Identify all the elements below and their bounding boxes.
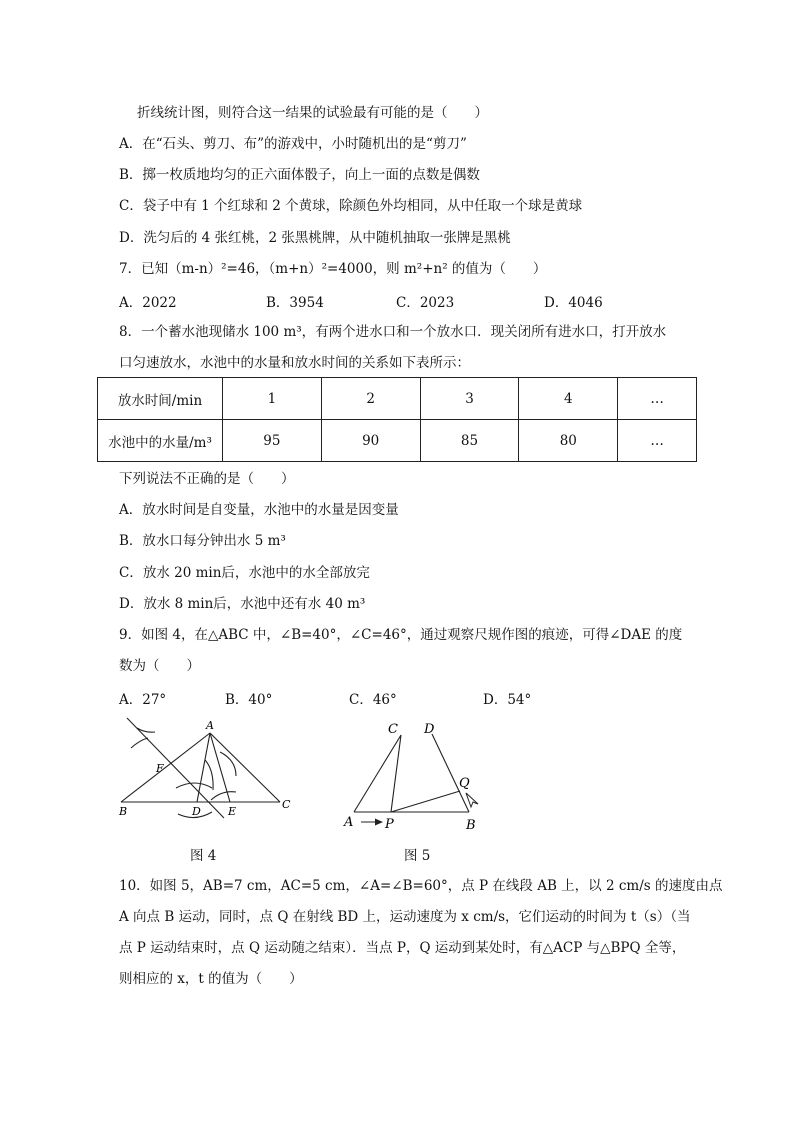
table-cell: … bbox=[618, 420, 697, 462]
fig5-label-c: C bbox=[388, 722, 398, 737]
q8-option-b: B．放水口每分钟出水 5 m³ bbox=[119, 533, 286, 549]
q7-option-c: C．2023 bbox=[396, 295, 455, 311]
q8-stem-line2: 口匀速放水，水池中的水量和放水时间的关系如下表所示： bbox=[119, 355, 470, 371]
fig5-label-a: A bbox=[344, 815, 354, 830]
table-cell: 2 bbox=[321, 378, 420, 420]
table-cell: … bbox=[618, 378, 697, 420]
q8-stem-line1: 8．一个蓄水池现储水 100 m³，有两个进水口和一个放水口．现关闭所有进水口，打开放水 bbox=[119, 324, 667, 340]
table-row-header: 水池中的水量/m³ bbox=[98, 420, 223, 462]
table-cell: 4 bbox=[519, 378, 618, 420]
cursor-pointer-icon bbox=[466, 793, 478, 807]
fig4-label-e: E bbox=[228, 805, 237, 818]
fig4-label-b: B bbox=[119, 805, 128, 818]
table-cell: 95 bbox=[223, 420, 322, 462]
figure-4-caption: 图 4 bbox=[190, 848, 217, 864]
table-cell: 90 bbox=[321, 420, 420, 462]
q8-data-table bbox=[97, 377, 697, 462]
table-cell: 3 bbox=[420, 378, 519, 420]
q7-option-d: D．4046 bbox=[544, 295, 603, 311]
q8-option-c: C．放水 20 min后，水池中的水全部放完 bbox=[119, 565, 370, 581]
fig4-label-d: D bbox=[192, 805, 201, 818]
q6-option-d: D．洗匀后的 4 张红桃，2 张黑桃牌，从中随机抽取一张牌是黑桃 bbox=[119, 230, 511, 246]
q9-option-b: B．40° bbox=[225, 692, 273, 708]
q10-line4: 则相应的 x，t 的值为（ ） bbox=[119, 971, 303, 987]
q10-line3: 点 P 运动结束时，点 Q 运动随之结束）．当点 P，Q 运动到某处时，有△ACP 与△BPQ 全等， bbox=[119, 940, 686, 956]
q7-options bbox=[119, 291, 679, 309]
q6-option-b: B．掷一枚质地均匀的正六面体骰子，向上一面的点数是偶数 bbox=[119, 167, 480, 183]
q8-option-d: D．放水 8 min后，水池中还有水 40 m³ bbox=[119, 596, 366, 612]
q7-stem: 7．已知（m-n）²=46，（m+n）²=4000，则 m²+n² 的值为（ ） bbox=[119, 261, 547, 277]
q7-option-a: A．2022 bbox=[119, 295, 177, 311]
q6-intro: 折线统计图，则符合这一结果的试验最有可能的是（ ） bbox=[137, 105, 488, 121]
figure-5 bbox=[340, 712, 490, 832]
figure-4 bbox=[110, 712, 300, 827]
figure-5-caption: 图 5 bbox=[404, 848, 431, 864]
q10-line2: A 向点 B 运动，同时，点 Q 在射线 BD 上，运动速度为 x cm/s，它们运动的时间为 t（s）（当 bbox=[119, 909, 691, 925]
q9-stem-line1: 9．如图 4，在△ABC 中，∠B=40°，∠C=46°，通过观察尺规作图的痕迹，可得∠DAE 的度 bbox=[119, 627, 683, 643]
fig4-label-c: C bbox=[282, 798, 291, 811]
q9-option-a: A．27° bbox=[119, 692, 167, 708]
fig5-label-p: P bbox=[385, 817, 394, 832]
fig5-label-d: D bbox=[424, 722, 435, 737]
q6-option-c: C．袋子中有 1 个红球和 2 个黄球，除颜色外均相同，从中任取一个球是黄球 bbox=[119, 198, 583, 214]
fig4-label-a: A bbox=[206, 719, 214, 732]
table-row bbox=[98, 420, 697, 462]
q8-option-a: A．放水时间是自变量，水池中的水量是因变量 bbox=[119, 502, 399, 518]
table-cell: 85 bbox=[420, 420, 519, 462]
q10-line1: 10．如图 5，AB=7 cm，AC=5 cm，∠A=∠B=60°，点 P 在线段 AB 上，以 2 cm/s 的速度由点 bbox=[119, 878, 723, 894]
table-row-header: 放水时间/min bbox=[98, 378, 223, 420]
table-cell: 80 bbox=[519, 420, 618, 462]
q6-option-a: A．在“石头、剪刀、布”的游戏中，小时随机出的是“剪刀” bbox=[119, 136, 467, 152]
q9-option-d: D．54° bbox=[483, 692, 532, 708]
q9-stem-line2: 数为（ ） bbox=[119, 658, 200, 674]
fig5-label-b: B bbox=[466, 818, 476, 832]
fig5-label-q: Q bbox=[459, 776, 470, 791]
q8-question: 下列说法不正确的是（ ） bbox=[119, 471, 295, 487]
q9-option-c: C．46° bbox=[349, 692, 397, 708]
fig4-label-f: F bbox=[156, 762, 164, 775]
arrow-right-icon bbox=[375, 819, 383, 826]
table-cell: 1 bbox=[223, 378, 322, 420]
q7-option-b: B．3954 bbox=[266, 295, 324, 311]
table-row bbox=[98, 378, 697, 420]
q9-options bbox=[119, 688, 679, 706]
